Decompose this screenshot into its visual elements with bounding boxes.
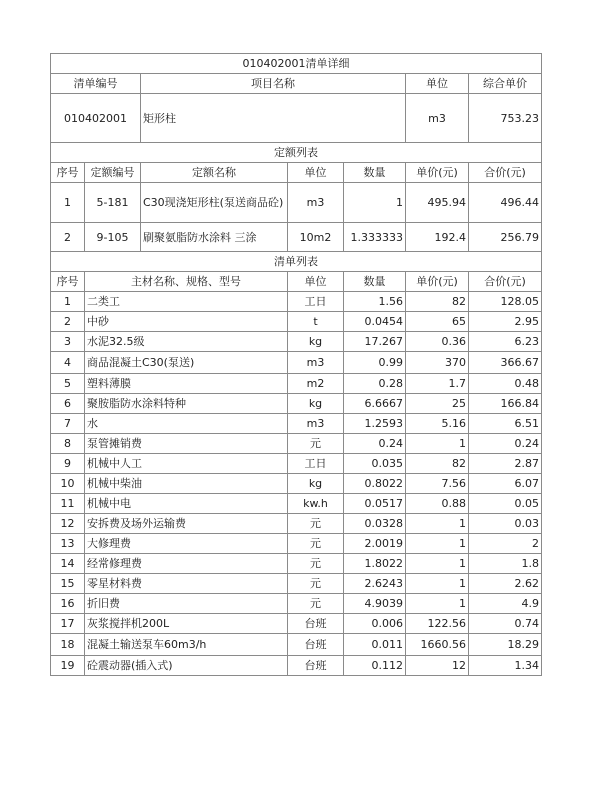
material-unit: 工日 <box>288 292 344 312</box>
mat-col-total: 合价(元) <box>469 272 542 292</box>
quota-unit: 10m2 <box>288 223 344 252</box>
unit-label: 单位 <box>406 74 469 94</box>
quota-section-row <box>51 143 542 163</box>
quota-price: 495.94 <box>406 183 469 223</box>
materials-section-title: 清单列表 <box>51 252 542 272</box>
quota-row <box>51 223 542 252</box>
material-qty: 1.8022 <box>344 554 406 574</box>
material-name: 安拆费及场外运输费 <box>85 514 288 534</box>
material-name: 塑料薄膜 <box>85 374 288 394</box>
material-unit: t <box>288 312 344 332</box>
material-total: 1.34 <box>469 656 542 676</box>
material-no: 3 <box>51 332 85 352</box>
quota-name: C30现浇矩形柱(泵送商品砼) <box>141 183 288 223</box>
material-total: 166.84 <box>469 394 542 414</box>
material-name: 机械中柴油 <box>85 474 288 494</box>
material-qty: 0.24 <box>344 434 406 454</box>
code-label: 清单编号 <box>51 74 141 94</box>
item-unit: m3 <box>406 94 469 143</box>
material-row <box>51 332 542 352</box>
material-qty: 4.9039 <box>344 594 406 614</box>
mat-col-no: 序号 <box>51 272 85 292</box>
material-price: 0.88 <box>406 494 469 514</box>
material-total: 2.87 <box>469 454 542 474</box>
materials-section-row <box>51 252 542 272</box>
material-qty: 6.6667 <box>344 394 406 414</box>
mat-col-name: 主材名称、规格、型号 <box>85 272 288 292</box>
material-total: 6.51 <box>469 414 542 434</box>
material-no: 10 <box>51 474 85 494</box>
quota-col-no: 序号 <box>51 163 85 183</box>
material-qty: 1.56 <box>344 292 406 312</box>
material-price: 82 <box>406 292 469 312</box>
material-unit: 元 <box>288 534 344 554</box>
mat-col-qty: 数量 <box>344 272 406 292</box>
material-qty: 0.011 <box>344 634 406 656</box>
material-total: 6.07 <box>469 474 542 494</box>
material-qty: 2.0019 <box>344 534 406 554</box>
material-no: 12 <box>51 514 85 534</box>
material-price: 1 <box>406 574 469 594</box>
material-no: 8 <box>51 434 85 454</box>
material-unit: m3 <box>288 414 344 434</box>
material-total: 4.9 <box>469 594 542 614</box>
material-unit: m2 <box>288 374 344 394</box>
material-qty: 2.6243 <box>344 574 406 594</box>
table-title: 010402001清单详细 <box>51 54 542 74</box>
item-name: 矩形柱 <box>141 94 406 143</box>
quota-no: 1 <box>51 183 85 223</box>
material-price: 12 <box>406 656 469 676</box>
material-unit: kg <box>288 474 344 494</box>
material-row <box>51 614 542 634</box>
material-name: 经常修理费 <box>85 554 288 574</box>
material-price: 5.16 <box>406 414 469 434</box>
name-label: 项目名称 <box>141 74 406 94</box>
material-row <box>51 414 542 434</box>
material-row <box>51 574 542 594</box>
material-total: 128.05 <box>469 292 542 312</box>
material-name: 大修理费 <box>85 534 288 554</box>
material-no: 2 <box>51 312 85 332</box>
material-unit: 元 <box>288 594 344 614</box>
quota-qty: 1.333333 <box>344 223 406 252</box>
material-qty: 17.267 <box>344 332 406 352</box>
material-unit: 台班 <box>288 656 344 676</box>
material-total: 0.74 <box>469 614 542 634</box>
quota-row <box>51 183 542 223</box>
material-qty: 1.2593 <box>344 414 406 434</box>
material-name: 水 <box>85 414 288 434</box>
material-name: 泵管摊销费 <box>85 434 288 454</box>
quota-col-total: 合价(元) <box>469 163 542 183</box>
material-no: 15 <box>51 574 85 594</box>
quota-col-code: 定额编号 <box>85 163 141 183</box>
material-no: 4 <box>51 352 85 374</box>
material-total: 2 <box>469 534 542 554</box>
mat-col-unit: 单位 <box>288 272 344 292</box>
material-name: 中砂 <box>85 312 288 332</box>
mat-col-price: 单价(元) <box>406 272 469 292</box>
material-unit: kw.h <box>288 494 344 514</box>
material-price: 1 <box>406 554 469 574</box>
material-qty: 0.006 <box>344 614 406 634</box>
material-price: 82 <box>406 454 469 474</box>
title-row <box>51 54 542 74</box>
quota-price: 192.4 <box>406 223 469 252</box>
material-qty: 0.112 <box>344 656 406 676</box>
material-no: 16 <box>51 594 85 614</box>
quota-col-price: 单价(元) <box>406 163 469 183</box>
material-no: 11 <box>51 494 85 514</box>
material-unit: 台班 <box>288 614 344 634</box>
material-total: 0.03 <box>469 514 542 534</box>
material-row <box>51 394 542 414</box>
material-row <box>51 352 542 374</box>
material-total: 0.48 <box>469 374 542 394</box>
material-no: 19 <box>51 656 85 676</box>
material-row <box>51 292 542 312</box>
material-no: 7 <box>51 414 85 434</box>
material-name: 灰浆搅拌机200L <box>85 614 288 634</box>
material-name: 折旧费 <box>85 594 288 614</box>
material-unit: 工日 <box>288 454 344 474</box>
material-total: 1.8 <box>469 554 542 574</box>
material-price: 1.7 <box>406 374 469 394</box>
material-total: 0.24 <box>469 434 542 454</box>
material-qty: 0.0454 <box>344 312 406 332</box>
quota-name: 刷聚氨脂防水涂料 三涂 <box>141 223 288 252</box>
material-no: 1 <box>51 292 85 312</box>
material-qty: 0.99 <box>344 352 406 374</box>
material-row <box>51 554 542 574</box>
quota-section-title: 定额列表 <box>51 143 542 163</box>
material-row <box>51 312 542 332</box>
material-row <box>51 656 542 676</box>
material-price: 1660.56 <box>406 634 469 656</box>
material-no: 17 <box>51 614 85 634</box>
material-row <box>51 374 542 394</box>
material-qty: 0.035 <box>344 454 406 474</box>
material-unit: 元 <box>288 554 344 574</box>
bill-code: 010402001 <box>51 94 141 143</box>
material-name: 混凝土输送泵车60m3/h <box>85 634 288 656</box>
material-no: 18 <box>51 634 85 656</box>
material-price: 0.36 <box>406 332 469 352</box>
quota-header-row <box>51 163 542 183</box>
material-name: 商品混凝土C30(泵送) <box>85 352 288 374</box>
material-total: 2.95 <box>469 312 542 332</box>
material-unit: kg <box>288 394 344 414</box>
material-unit: 台班 <box>288 634 344 656</box>
material-qty: 0.0517 <box>344 494 406 514</box>
materials-header-row <box>51 272 542 292</box>
header-value-row <box>51 94 542 143</box>
quota-total: 496.44 <box>469 183 542 223</box>
quota-col-unit: 单位 <box>288 163 344 183</box>
material-row <box>51 434 542 454</box>
material-row <box>51 474 542 494</box>
material-qty: 0.0328 <box>344 514 406 534</box>
price-label: 综合单价 <box>469 74 542 94</box>
material-total: 2.62 <box>469 574 542 594</box>
material-total: 6.23 <box>469 332 542 352</box>
material-name: 零星材料费 <box>85 574 288 594</box>
material-row <box>51 454 542 474</box>
material-no: 14 <box>51 554 85 574</box>
material-price: 65 <box>406 312 469 332</box>
quota-total: 256.79 <box>469 223 542 252</box>
header-label-row <box>51 74 542 94</box>
material-row <box>51 494 542 514</box>
material-no: 13 <box>51 534 85 554</box>
material-unit: kg <box>288 332 344 352</box>
material-price: 1 <box>406 514 469 534</box>
material-unit: 元 <box>288 434 344 454</box>
quota-col-name: 定额名称 <box>141 163 288 183</box>
material-price: 1 <box>406 534 469 554</box>
quota-code: 9-105 <box>85 223 141 252</box>
material-total: 18.29 <box>469 634 542 656</box>
material-row <box>51 514 542 534</box>
material-row <box>51 594 542 614</box>
material-name: 聚胺脂防水涂料特种 <box>85 394 288 414</box>
material-price: 7.56 <box>406 474 469 494</box>
material-no: 9 <box>51 454 85 474</box>
material-name: 机械中人工 <box>85 454 288 474</box>
material-price: 122.56 <box>406 614 469 634</box>
material-row <box>51 534 542 554</box>
bill-detail-table <box>50 53 542 676</box>
material-row <box>51 634 542 656</box>
material-total: 366.67 <box>469 352 542 374</box>
material-unit: 元 <box>288 574 344 594</box>
material-no: 6 <box>51 394 85 414</box>
composite-price: 753.23 <box>469 94 542 143</box>
material-name: 机械中电 <box>85 494 288 514</box>
material-price: 370 <box>406 352 469 374</box>
quota-code: 5-181 <box>85 183 141 223</box>
material-name: 砼震动器(插入式) <box>85 656 288 676</box>
material-unit: 元 <box>288 514 344 534</box>
material-price: 1 <box>406 594 469 614</box>
material-no: 5 <box>51 374 85 394</box>
material-qty: 0.28 <box>344 374 406 394</box>
material-unit: m3 <box>288 352 344 374</box>
quota-no: 2 <box>51 223 85 252</box>
material-name: 水泥32.5级 <box>85 332 288 352</box>
quota-unit: m3 <box>288 183 344 223</box>
quota-col-qty: 数量 <box>344 163 406 183</box>
material-total: 0.05 <box>469 494 542 514</box>
material-price: 1 <box>406 434 469 454</box>
quota-qty: 1 <box>344 183 406 223</box>
material-name: 二类工 <box>85 292 288 312</box>
material-qty: 0.8022 <box>344 474 406 494</box>
material-price: 25 <box>406 394 469 414</box>
